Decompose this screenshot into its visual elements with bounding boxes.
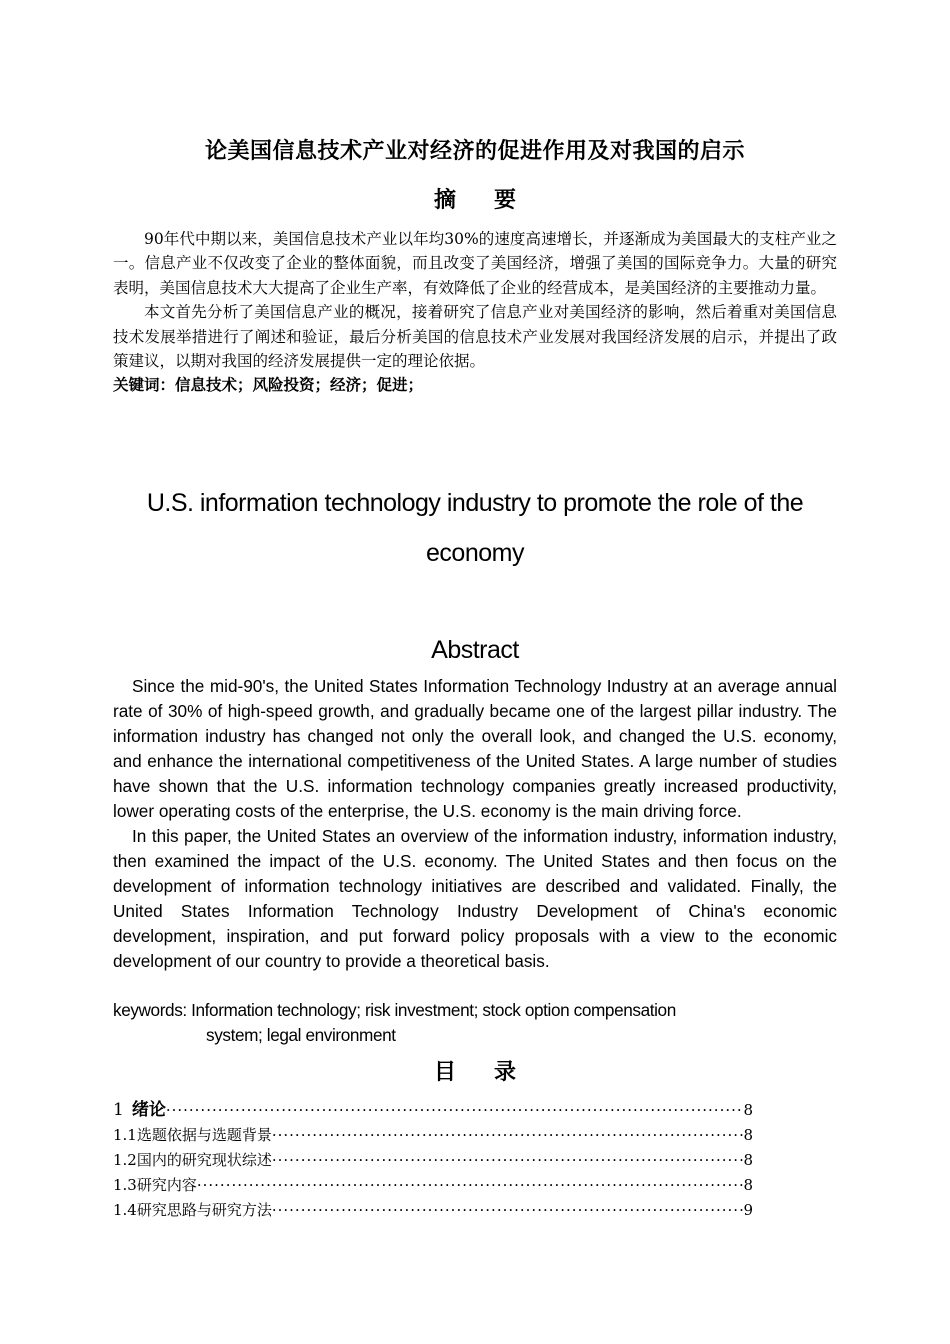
toc-entry[interactable]: [113, 1123, 753, 1148]
table-of-contents: [113, 1098, 753, 1223]
toc-page-number: 8: [743, 1176, 753, 1194]
chinese-abstract-paragraph-1: 90年代中期以来，美国信息技术产业以年均30%的速度高速增长，并逐渐成为美国最大的支柱产业之一。信息产业不仅改变了企业的整体面貌，而且改变了美国经济，增强了美国的国际竞争力。大量的研究表明，美国信息技术大大提高了企业生产率，有效降低了企业的经营成本，是美国经济的主要推动力量。: [113, 230, 837, 297]
english-keywords-line-1: keywords: Information technology; risk investment; stock option compensation: [113, 1000, 676, 1020]
english-abstract-body: [113, 674, 837, 974]
toc-entry[interactable]: [113, 1148, 753, 1173]
english-keywords: [113, 998, 837, 1048]
english-title: U.S. information technology industry to promote the role of the economy: [146, 489, 804, 567]
toc-chapter-title: 绪论: [131, 1100, 166, 1120]
toc-chapter-label: [113, 1098, 166, 1123]
toc-entry-label: 1.3研究内容: [113, 1176, 197, 1194]
chinese-keywords: 关键词：信息技术；风险投资；经济；促进；: [113, 376, 424, 395]
english-abstract-heading: Abstract: [431, 636, 519, 664]
toc-entry[interactable]: [113, 1198, 753, 1223]
toc-leader-dots: [272, 1148, 744, 1173]
toc-chapter-number: 1: [113, 1100, 124, 1120]
chinese-abstract-heading: 摘要: [433, 188, 554, 213]
chinese-abstract-body: [113, 227, 837, 398]
toc-leader-dots: [166, 1098, 744, 1123]
toc-entry[interactable]: [113, 1173, 753, 1198]
chinese-title: 论美国信息技术产业对经济的促进作用及对我国的启示: [204, 139, 745, 164]
toc-leader-dots: [272, 1123, 744, 1148]
english-keywords-line-2: system; legal environment: [206, 1025, 396, 1045]
english-abstract-paragraph-2: In this paper, the United States an overview of the information industry, information industry, then examined the impact of the U.S. economy. The United States and then focus on the development of information technology initiatives are described and validated. Finally, the United States Information Technology Industry Development of China's economic development, inspiration, and put forward policy proposals with a view to the economic development of our country to provide a theoretical basis.: [113, 826, 837, 971]
toc-page-number: 8: [743, 1151, 753, 1169]
chinese-abstract-paragraph-2: 本文首先分析了美国信息产业的概况，接着研究了信息产业对美国经济的影响，然后着重对美国信息技术发展举措进行了阐述和验证，最后分析美国的信息技术产业发展对我国经济发展的启示，并提出了政策建议，以期对我国的经济发展提供一定的理论依据。: [113, 303, 837, 371]
toc-entry-label: 1.1选题依据与选题背景: [113, 1126, 272, 1144]
toc-leader-dots: [272, 1198, 744, 1223]
toc-page-number: 8: [743, 1101, 753, 1119]
toc-page-number: 8: [743, 1126, 753, 1144]
toc-heading: 目录: [433, 1060, 554, 1085]
toc-entry-label: 1.2国内的研究现状综述: [113, 1151, 272, 1169]
english-abstract-paragraph-1: Since the mid-90's, the United States Information Technology Industry at an average annual rate of 30% of high-speed growth, and gradually became one of the largest pillar industry. The information industry has changed not only the overall look, and changed the U.S. economy, and enhance the international competitiveness of the United States. A large number of studies have shown that the U.S. information technology companies greatly increased productivity, lower operating costs of the enterprise, the U.S. economy is the main driving force.: [113, 676, 837, 821]
toc-chapter-1[interactable]: [113, 1098, 753, 1123]
toc-page-number: 9: [743, 1201, 753, 1219]
toc-leader-dots: [197, 1173, 744, 1198]
toc-entry-label: 1.4研究思路与研究方法: [113, 1201, 272, 1219]
